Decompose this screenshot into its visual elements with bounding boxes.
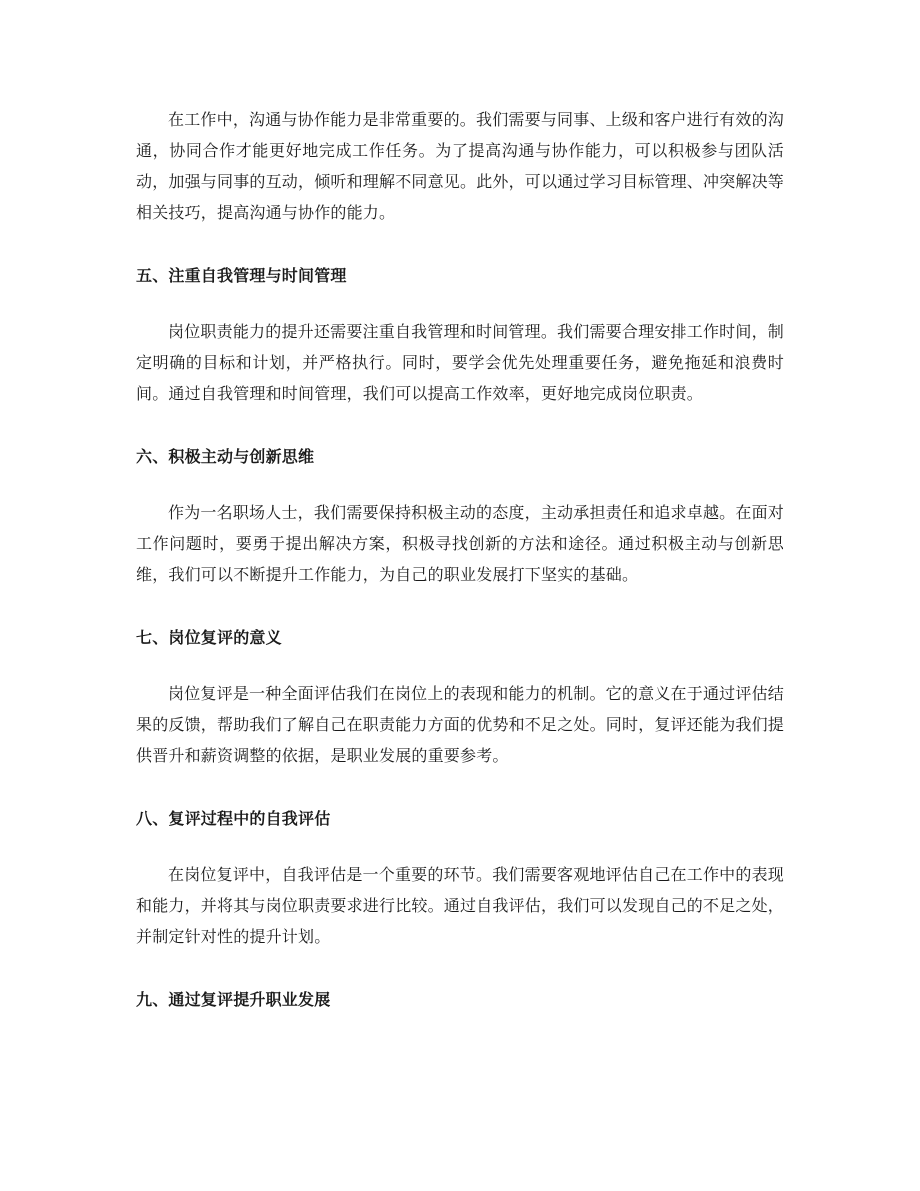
heading-section-8: 八、复评过程中的自我评估: [136, 809, 331, 828]
heading-section-7: 七、岗位复评的意义: [136, 628, 282, 647]
document-body: [136, 104, 784, 1012]
paragraph-self-assessment: 在岗位复评中，自我评估是一个重要的环节。我们需要客观地评估自己在工作中的表现和能力，并将其与岗位职责要求进行比较。通过自我评估，我们可以发现自己的不足之处，并制定针对性的提升计划。: [136, 865, 785, 946]
paragraph-review-meaning: 岗位复评是一种全面评估我们在岗位上的表现和能力的机制。它的意义在于通过评估结果的反馈，帮助我们了解自己在职责能力方面的优势和不足之处。同时，复评还能为我们提供晋升和薪资调整的依据，是职业发展的重要参考。: [136, 684, 785, 765]
paragraph-initiative: 作为一名职场人士，我们需要保持积极主动的态度，主动承担责任和追求卓越。在面对工作问题时，要勇于提出解决方案，积极寻找创新的方法和途径。通过积极主动与创新思维，我们可以不断提升工作能力，为自己的职业发展打下坚实的基础。: [136, 503, 784, 584]
paragraph-self-management: 岗位职责能力的提升还需要注重自我管理和时间管理。我们需要合理安排工作时间，制定明确的目标和计划，并严格执行。同时，要学会优先处理重要任务，避免拖延和浪费时间。通过自我管理和时间管理，我们可以提高工作效率，更好地完成岗位职责。: [136, 322, 784, 403]
heading-section-6: 六、积极主动与创新思维: [136, 447, 315, 466]
paragraph-communication: 在工作中，沟通与协作能力是非常重要的。我们需要与同事、上级和客户进行有效的沟通，协同合作才能更好地完成工作任务。为了提高沟通与协作能力，可以积极参与团队活动，加强与同事的互动，倾听和理解不同意见。此外，可以通过学习目标管理、冲突解决等相关技巧，提高沟通与协作的能力。: [136, 110, 785, 222]
heading-section-9: 九、通过复评提升职业发展: [136, 990, 331, 1009]
heading-section-5: 五、注重自我管理与时间管理: [136, 266, 347, 285]
